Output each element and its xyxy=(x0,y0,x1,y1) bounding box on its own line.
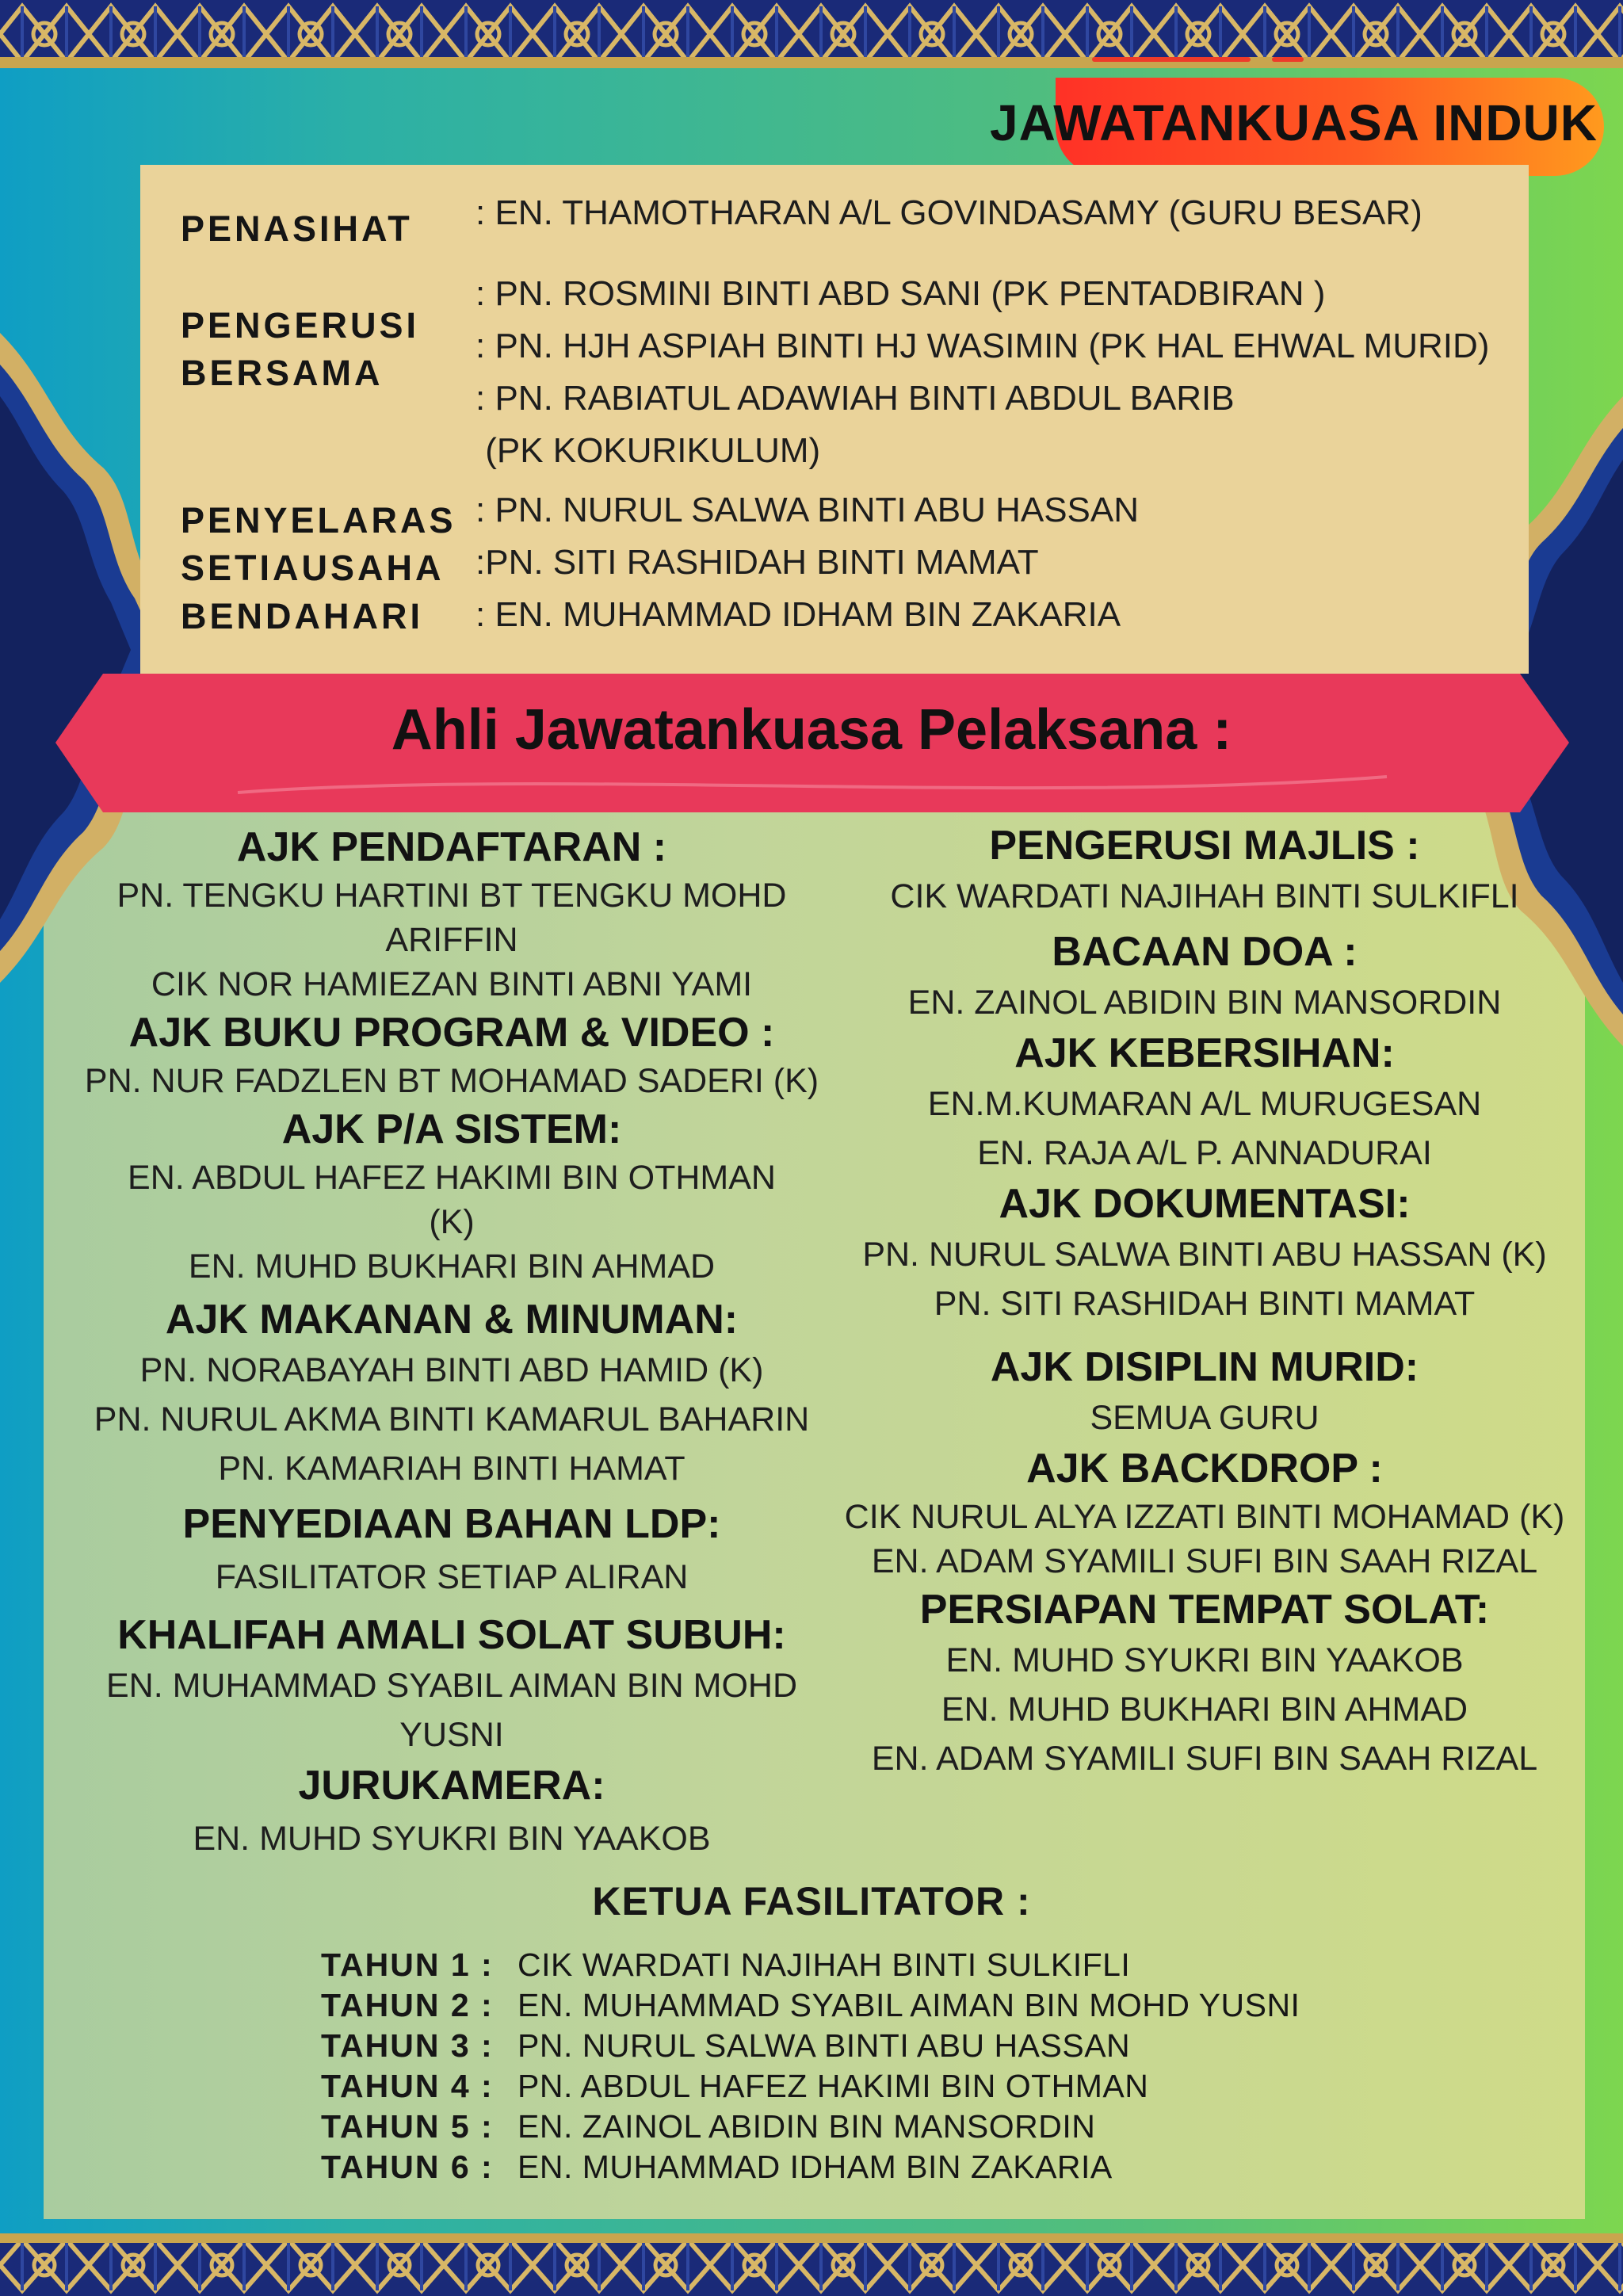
list-item xyxy=(321,2026,1300,2066)
ketua-fasilitator-title: KETUA FASILITATOR : xyxy=(592,1879,1031,1924)
section-heading: JURUKAMERA: xyxy=(298,1763,605,1809)
member-name: EN. MUHD SYUKRI BIN YAAKOB xyxy=(945,1641,1464,1679)
pelaksana-title: Ahli Jawatankuasa Pelaksana : xyxy=(391,698,1232,762)
title-accent-dot xyxy=(1272,57,1304,62)
section-heading: AJK PENDAFTARAN : xyxy=(236,824,667,870)
left-committee-column xyxy=(55,821,848,1866)
label-bendahari: BENDAHARI xyxy=(181,596,423,636)
section-heading: AJK BUKU PROGRAM & VIDEO : xyxy=(128,1010,775,1056)
title-accent-line xyxy=(1092,57,1251,62)
section-heading: PERSIAPAN TEMPAT SOLAT: xyxy=(919,1587,1490,1633)
pengerusi-name-2: : PN. HJH ASPIAH BINTI HJ WASIMIN (PK HAL EHWAL MURID) xyxy=(475,327,1490,365)
section-heading: PENGERUSI MAJLIS : xyxy=(989,823,1420,869)
member-name: PN. NURUL SALWA BINTI ABU HASSAN (K) xyxy=(862,1236,1547,1274)
member-name: ARIFFIN xyxy=(385,921,518,959)
section-heading: AJK MAKANAN & MINUMAN: xyxy=(165,1297,739,1343)
list-item xyxy=(321,2147,1300,2187)
member-name: EN. RAJA A/L P. ANNADURAI xyxy=(977,1134,1432,1172)
year-label: TAHUN 2 : xyxy=(321,1987,494,2023)
page-title: JAWATANKUASA INDUK xyxy=(989,94,1598,151)
section-heading: AJK DOKUMENTASI: xyxy=(999,1181,1411,1227)
section-pengerusi-majlis xyxy=(808,819,1601,921)
section-heading: AJK KEBERSIHAN: xyxy=(1014,1030,1395,1076)
member-name: CIK NURUL ALYA IZZATI BINTI MOHAMAD (K) xyxy=(844,1498,1565,1536)
member-name: EN. ADAM SYAMILI SUFI BIN SAAH RIZAL xyxy=(871,1542,1538,1580)
pengerusi-name-3-role: (PK KOKURIKULUM) xyxy=(475,431,821,470)
section-heading: BACAAN DOA : xyxy=(1052,929,1358,975)
section-bacaan-doa xyxy=(808,926,1601,1027)
ketua-fasilitator-list xyxy=(321,1945,1300,2187)
year-label: TAHUN 5 : xyxy=(321,2108,494,2145)
member-name: PN. NUR FADZLEN BT MOHAMAD SADERI (K) xyxy=(84,1062,819,1100)
section-heading: AJK BACKDROP : xyxy=(1026,1446,1383,1492)
section-makanan xyxy=(55,1293,848,1493)
member-name: FASILITATOR SETIAP ALIRAN xyxy=(215,1558,689,1596)
section-heading: KHALIFAH AMALI SOLAT SUBUH: xyxy=(117,1612,786,1658)
pengerusi-name-1: : PN. ROSMINI BINTI ABD SANI (PK PENTADBIRAN ) xyxy=(475,274,1326,313)
section-heading: PENYEDIAAN BAHAN LDP: xyxy=(182,1501,721,1547)
member-name: EN.M.KUMARAN A/L MURUGESAN xyxy=(927,1085,1482,1123)
facilitator-name: EN. MUHAMMAD IDHAM BIN ZAKARIA xyxy=(517,2149,1113,2185)
member-name: EN. MUHAMMAD SYABIL AIMAN BIN MOHD xyxy=(105,1667,798,1705)
list-item xyxy=(321,2066,1300,2107)
setiausaha-name: :PN. SITI RASHIDAH BINTI MAMAT xyxy=(475,543,1039,582)
section-buku-program xyxy=(55,1007,848,1103)
year-label: TAHUN 6 : xyxy=(321,2149,494,2185)
label-pengerusi: PENGERUSI xyxy=(181,305,420,346)
member-name: PN. KAMARIAH BINTI HAMAT xyxy=(218,1450,685,1488)
section-solat-subuh xyxy=(55,1609,848,1759)
section-heading: AJK DISIPLIN MURID: xyxy=(990,1344,1419,1390)
list-item xyxy=(321,1945,1300,1985)
section-tempat-solat xyxy=(808,1584,1601,1783)
top-pattern-band xyxy=(0,0,1623,68)
pengerusi-name-3: : PN. RABIATUL ADAWIAH BINTI ABDUL BARIB xyxy=(475,379,1235,418)
facilitator-name: EN. ZAINOL ABIDIN BIN MANSORDIN xyxy=(517,2108,1096,2145)
section-jurukamera xyxy=(55,1759,848,1866)
year-label: TAHUN 3 : xyxy=(321,2027,494,2064)
member-name: YUSNI xyxy=(399,1716,504,1754)
geometric-pattern-top xyxy=(0,0,1623,68)
label-penasihat: PENASIHAT xyxy=(181,208,413,249)
section-backdrop xyxy=(808,1442,1601,1584)
penasihat-name: : EN. THAMOTHARAN A/L GOVINDASAMY (GURU BESAR) xyxy=(475,193,1423,232)
member-name: PN. NURUL AKMA BINTI KAMARUL BAHARIN xyxy=(94,1400,810,1438)
section-heading: AJK P/A SISTEM: xyxy=(281,1106,622,1152)
section-bahan-ldp xyxy=(55,1498,848,1604)
label-penyelaras: PENYELARAS xyxy=(181,500,456,541)
facilitator-name: PN. ABDUL HAFEZ HAKIMI BIN OTHMAN xyxy=(517,2068,1149,2104)
member-name: EN. ZAINOL ABIDIN BIN MANSORDIN xyxy=(907,984,1502,1022)
section-pendaftaran xyxy=(55,821,848,1007)
year-label: TAHUN 1 : xyxy=(321,1946,494,1983)
member-name: CIK NOR HAMIEZAN BINTI ABNI YAMI xyxy=(151,965,753,1003)
section-pa-sistem xyxy=(55,1103,848,1289)
member-name: EN. ADAM SYAMILI SUFI BIN SAAH RIZAL xyxy=(871,1740,1538,1778)
member-name: EN. MUHD BUKHARI BIN AHMAD xyxy=(941,1690,1468,1729)
member-name: (K) xyxy=(429,1203,475,1241)
list-item xyxy=(321,1985,1300,2026)
geometric-pattern-bottom xyxy=(0,2233,1623,2296)
member-name: PN. SITI RASHIDAH BINTI MAMAT xyxy=(934,1285,1476,1323)
member-name: EN. ABDUL HAFEZ HAKIMI BIN OTHMAN xyxy=(128,1159,776,1197)
member-name: SEMUA GURU xyxy=(1090,1399,1319,1437)
label-setiausaha: SETIAUSAHA xyxy=(181,548,445,588)
member-name: EN. MUHD SYUKRI BIN YAAKOB xyxy=(193,1820,711,1858)
member-name: PN. NORABAYAH BINTI ABD HAMID (K) xyxy=(139,1351,764,1389)
section-disiplin xyxy=(808,1341,1601,1442)
section-dokumentasi xyxy=(808,1178,1601,1328)
list-item xyxy=(321,2107,1300,2147)
label-bersama: BERSAMA xyxy=(181,353,384,393)
year-label: TAHUN 4 : xyxy=(321,2068,494,2104)
penyelaras-name: : PN. NURUL SALWA BINTI ABU HASSAN xyxy=(475,491,1140,529)
bendahari-name: : EN. MUHAMMAD IDHAM BIN ZAKARIA xyxy=(475,595,1121,634)
member-name: EN. MUHD BUKHARI BIN AHMAD xyxy=(188,1247,716,1286)
right-committee-column xyxy=(808,819,1601,1783)
facilitator-name: CIK WARDATI NAJIHAH BINTI SULKIFLI xyxy=(517,1946,1131,1983)
bottom-pattern-band xyxy=(0,2233,1623,2296)
member-name: CIK WARDATI NAJIHAH BINTI SULKIFLI xyxy=(890,877,1519,915)
facilitator-name: PN. NURUL SALWA BINTI ABU HASSAN xyxy=(517,2027,1131,2064)
facilitator-name: EN. MUHAMMAD SYABIL AIMAN BIN MOHD YUSNI xyxy=(517,1987,1300,2023)
section-kebersihan xyxy=(808,1027,1601,1178)
member-name: PN. TENGKU HARTINI BT TENGKU MOHD xyxy=(116,877,787,915)
